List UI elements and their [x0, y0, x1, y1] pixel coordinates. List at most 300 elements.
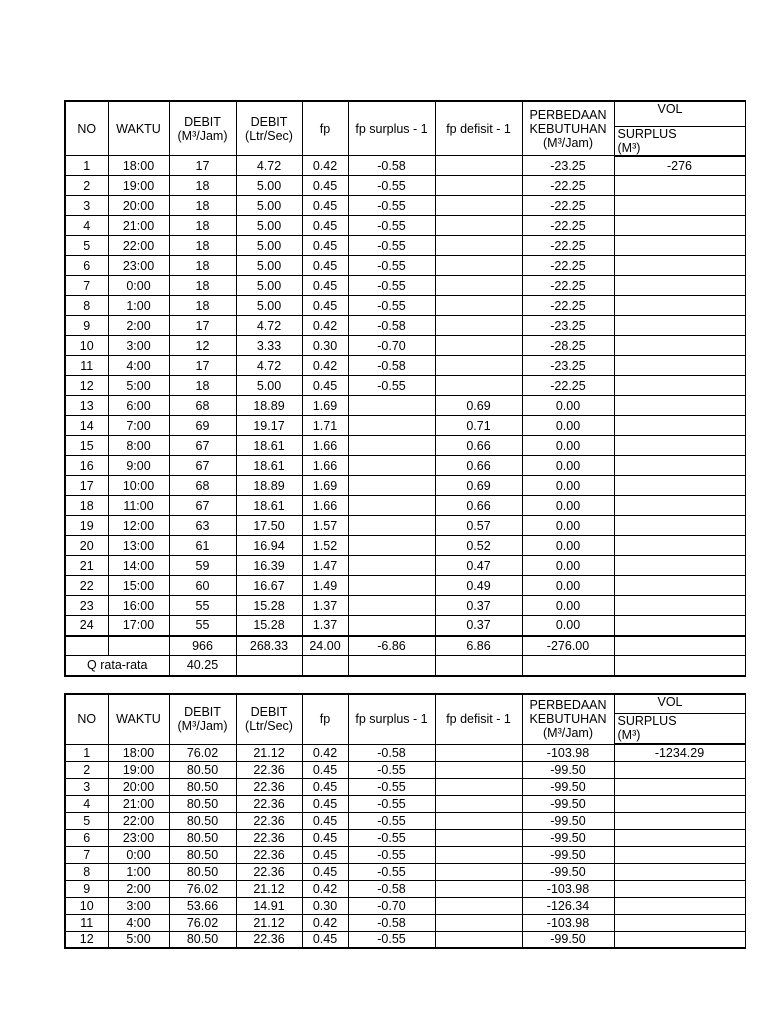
cell-debit-ltr: 19.17	[236, 416, 302, 436]
cell-fp-defisit	[435, 829, 522, 846]
cell-fp-defisit	[435, 744, 522, 761]
cell-perbedaan: 0.00	[522, 616, 614, 636]
cell-fp: 0.42	[302, 744, 348, 761]
cell-fp-defisit: 0.66	[435, 436, 522, 456]
cell-debit-m3: 67	[169, 436, 236, 456]
cell-debit-m3: 80.50	[169, 812, 236, 829]
cell-no: 2	[65, 761, 108, 778]
cell-debit-ltr: 22.36	[236, 812, 302, 829]
table-row	[65, 931, 745, 948]
cell-fp-surplus	[348, 436, 435, 456]
cell-waktu: 14:00	[108, 556, 169, 576]
cell-fp: 1.49	[302, 576, 348, 596]
total-fp-defisit: 6.86	[435, 636, 522, 656]
cell-waktu: 15:00	[108, 576, 169, 596]
cell-surplus	[614, 436, 745, 456]
cell-surplus	[614, 456, 745, 476]
cell-fp: 1.57	[302, 516, 348, 536]
total-perbedaan: -276.00	[522, 636, 614, 656]
cell-debit-ltr: 16.39	[236, 556, 302, 576]
cell-fp-surplus	[348, 536, 435, 556]
cell-no: 6	[65, 256, 108, 276]
header-perbedaan-kebutuhan: PERBEDAAN KEBUTUHAN (M³/Jam)	[522, 694, 614, 744]
cell-debit-m3: 80.50	[169, 795, 236, 812]
cell-surplus	[614, 795, 745, 812]
cell-debit-m3: 60	[169, 576, 236, 596]
cell-surplus	[614, 846, 745, 863]
cell-surplus	[614, 176, 745, 196]
cell-surplus	[614, 536, 745, 556]
cell-surplus	[614, 880, 745, 897]
cell-fp-defisit	[435, 376, 522, 396]
cell-fp-defisit: 0.37	[435, 596, 522, 616]
cell-waktu: 3:00	[108, 336, 169, 356]
cell-surplus	[614, 596, 745, 616]
cell-debit-ltr: 5.00	[236, 196, 302, 216]
header-surplus: SURPLUS (M³)	[614, 713, 745, 744]
table	[64, 100, 746, 677]
header-no: NO	[65, 101, 108, 156]
cell-debit-m3: 67	[169, 496, 236, 516]
cell-waktu: 0:00	[108, 846, 169, 863]
cell-perbedaan: 0.00	[522, 596, 614, 616]
cell-no: 7	[65, 276, 108, 296]
cell-fp-surplus	[348, 396, 435, 416]
cell-no: 16	[65, 456, 108, 476]
cell-perbedaan: -22.25	[522, 376, 614, 396]
cell-fp: 0.45	[302, 812, 348, 829]
cell-waktu: 4:00	[108, 914, 169, 931]
cell-debit-m3: 17	[169, 316, 236, 336]
cell-debit-ltr: 5.00	[236, 176, 302, 196]
cell-fp: 0.45	[302, 256, 348, 276]
table-row	[65, 176, 745, 196]
cell-no: 14	[65, 416, 108, 436]
table-row	[65, 236, 745, 256]
table-row	[65, 316, 745, 336]
cell-debit-ltr: 16.67	[236, 576, 302, 596]
cell-waktu: 6:00	[108, 396, 169, 416]
cell-fp-surplus: -0.55	[348, 931, 435, 948]
cell-waktu: 1:00	[108, 296, 169, 316]
cell-no: 4	[65, 795, 108, 812]
cell-fp-defisit	[435, 914, 522, 931]
table-row	[65, 795, 745, 812]
cell-fp-surplus: -0.58	[348, 316, 435, 336]
cell-debit-m3: 61	[169, 536, 236, 556]
cell-fp-defisit	[435, 931, 522, 948]
cell-fp-surplus: -0.70	[348, 897, 435, 914]
table-row	[65, 516, 745, 536]
cell-fp-defisit	[435, 296, 522, 316]
cell-fp-surplus	[348, 496, 435, 516]
cell-no: 1	[65, 156, 108, 176]
table-row	[65, 812, 745, 829]
totals-row	[65, 636, 745, 656]
cell-debit-ltr: 22.36	[236, 931, 302, 948]
cell-fp: 0.45	[302, 761, 348, 778]
table-row	[65, 616, 745, 636]
cell-fp: 0.45	[302, 176, 348, 196]
average-empty-debit-ltr	[236, 656, 302, 676]
cell-fp-defisit	[435, 863, 522, 880]
cell-fp: 0.45	[302, 863, 348, 880]
cell-surplus	[614, 416, 745, 436]
cell-fp-surplus: -0.55	[348, 296, 435, 316]
cell-debit-ltr: 15.28	[236, 596, 302, 616]
cell-fp: 0.45	[302, 296, 348, 316]
cell-fp: 0.45	[302, 196, 348, 216]
cell-perbedaan: -99.50	[522, 863, 614, 880]
cell-perbedaan: 0.00	[522, 536, 614, 556]
table-row	[65, 744, 745, 761]
cell-debit-m3: 59	[169, 556, 236, 576]
cell-fp-defisit	[435, 795, 522, 812]
cell-fp-surplus: -0.58	[348, 356, 435, 376]
table-row	[65, 829, 745, 846]
cell-fp-defisit	[435, 880, 522, 897]
cell-no: 10	[65, 897, 108, 914]
cell-fp-surplus: -0.58	[348, 744, 435, 761]
average-label: Q rata-rata	[65, 656, 169, 676]
cell-fp-defisit: 0.71	[435, 416, 522, 436]
cell-debit-m3: 80.50	[169, 846, 236, 863]
cell-perbedaan: 0.00	[522, 496, 614, 516]
cell-fp-surplus: -0.55	[348, 863, 435, 880]
cell-fp-surplus: -0.55	[348, 812, 435, 829]
cell-surplus	[614, 576, 745, 596]
table-row	[65, 396, 745, 416]
header-waktu: WAKTU	[108, 101, 169, 156]
cell-perbedaan: -22.25	[522, 236, 614, 256]
cell-perbedaan: -99.50	[522, 829, 614, 846]
cell-fp: 1.69	[302, 476, 348, 496]
average-empty-fp	[302, 656, 348, 676]
cell-waktu: 10:00	[108, 476, 169, 496]
cell-fp-defisit	[435, 276, 522, 296]
cell-debit-ltr: 4.72	[236, 316, 302, 336]
cell-debit-ltr: 5.00	[236, 236, 302, 256]
cell-perbedaan: -22.25	[522, 276, 614, 296]
table-row	[65, 456, 745, 476]
cell-surplus: -1234.29	[614, 744, 745, 761]
cell-no: 9	[65, 316, 108, 336]
cell-no: 13	[65, 396, 108, 416]
cell-fp: 1.66	[302, 436, 348, 456]
cell-fp-defisit	[435, 761, 522, 778]
cell-fp-defisit: 0.49	[435, 576, 522, 596]
cell-surplus	[614, 863, 745, 880]
cell-fp-defisit: 0.47	[435, 556, 522, 576]
table-row	[65, 196, 745, 216]
cell-fp-defisit	[435, 216, 522, 236]
table-row	[65, 376, 745, 396]
cell-no: 24	[65, 616, 108, 636]
cell-fp-defisit	[435, 897, 522, 914]
cell-fp: 0.45	[302, 931, 348, 948]
total-debit-ltr: 268.33	[236, 636, 302, 656]
table-row	[65, 846, 745, 863]
cell-fp-surplus: -0.58	[348, 914, 435, 931]
cell-debit-ltr: 5.00	[236, 296, 302, 316]
cell-fp: 0.42	[302, 356, 348, 376]
cell-fp-defisit	[435, 196, 522, 216]
cell-debit-ltr: 21.12	[236, 880, 302, 897]
cell-surplus	[614, 396, 745, 416]
header-debit-m3: DEBIT (M³/Jam)	[169, 101, 236, 156]
cell-surplus	[614, 616, 745, 636]
table-row	[65, 897, 745, 914]
cell-debit-ltr: 5.00	[236, 376, 302, 396]
cell-perbedaan: -103.98	[522, 880, 614, 897]
cell-waktu: 21:00	[108, 795, 169, 812]
cell-perbedaan: -23.25	[522, 156, 614, 176]
cell-no: 2	[65, 176, 108, 196]
table-row	[65, 761, 745, 778]
average-empty-perbedaan	[522, 656, 614, 676]
cell-fp: 0.45	[302, 778, 348, 795]
cell-fp-surplus	[348, 596, 435, 616]
cell-fp-surplus: -0.55	[348, 196, 435, 216]
cell-no: 1	[65, 744, 108, 761]
cell-debit-ltr: 5.00	[236, 276, 302, 296]
cell-surplus	[614, 356, 745, 376]
cell-fp-surplus	[348, 616, 435, 636]
cell-debit-m3: 80.50	[169, 829, 236, 846]
table-row	[65, 880, 745, 897]
cell-perbedaan: 0.00	[522, 556, 614, 576]
cell-perbedaan: -126.34	[522, 897, 614, 914]
cell-no: 11	[65, 356, 108, 376]
cell-waktu: 23:00	[108, 829, 169, 846]
cell-fp: 1.52	[302, 536, 348, 556]
cell-surplus	[614, 914, 745, 931]
cell-surplus	[614, 761, 745, 778]
cell-debit-m3: 69	[169, 416, 236, 436]
cell-fp: 0.45	[302, 216, 348, 236]
header-fp: fp	[302, 694, 348, 744]
cell-surplus	[614, 516, 745, 536]
cell-debit-ltr: 5.00	[236, 216, 302, 236]
cell-fp-defisit	[435, 846, 522, 863]
cell-debit-ltr: 14.91	[236, 897, 302, 914]
cell-debit-m3: 80.50	[169, 761, 236, 778]
cell-fp-surplus: -0.55	[348, 256, 435, 276]
cell-no: 19	[65, 516, 108, 536]
cell-fp-defisit	[435, 336, 522, 356]
cell-debit-m3: 18	[169, 196, 236, 216]
cell-waktu: 21:00	[108, 216, 169, 236]
table-row	[65, 156, 745, 176]
cell-fp: 0.45	[302, 846, 348, 863]
cell-perbedaan: 0.00	[522, 396, 614, 416]
cell-no: 7	[65, 846, 108, 863]
cell-waktu: 0:00	[108, 276, 169, 296]
cell-no: 3	[65, 778, 108, 795]
total-debit-m3: 966	[169, 636, 236, 656]
cell-surplus	[614, 897, 745, 914]
cell-debit-ltr: 18.89	[236, 476, 302, 496]
cell-fp: 0.45	[302, 795, 348, 812]
cell-debit-m3: 63	[169, 516, 236, 536]
cell-fp-defisit	[435, 316, 522, 336]
cell-no: 12	[65, 376, 108, 396]
cell-debit-m3: 76.02	[169, 880, 236, 897]
cell-perbedaan: -103.98	[522, 914, 614, 931]
average-value: 40.25	[169, 656, 236, 676]
cell-perbedaan: 0.00	[522, 456, 614, 476]
cell-fp: 0.42	[302, 914, 348, 931]
cell-debit-m3: 18	[169, 296, 236, 316]
cell-debit-m3: 18	[169, 376, 236, 396]
cell-perbedaan: -22.25	[522, 196, 614, 216]
cell-fp: 0.45	[302, 236, 348, 256]
cell-perbedaan: 0.00	[522, 416, 614, 436]
cell-surplus	[614, 196, 745, 216]
header-debit-ltr: DEBIT (Ltr/Sec)	[236, 101, 302, 156]
cell-fp-surplus	[348, 476, 435, 496]
cell-fp-surplus	[348, 576, 435, 596]
table-row	[65, 556, 745, 576]
cell-surplus	[614, 336, 745, 356]
header-vol: VOL	[614, 101, 745, 126]
cell-surplus	[614, 829, 745, 846]
cell-surplus	[614, 476, 745, 496]
cell-fp-surplus: -0.70	[348, 336, 435, 356]
cell-fp-surplus: -0.55	[348, 216, 435, 236]
cell-fp: 0.42	[302, 316, 348, 336]
cell-debit-ltr: 4.72	[236, 356, 302, 376]
cell-debit-m3: 80.50	[169, 778, 236, 795]
total-fp: 24.00	[302, 636, 348, 656]
cell-fp-defisit: 0.69	[435, 476, 522, 496]
cell-fp-surplus: -0.55	[348, 829, 435, 846]
cell-perbedaan: -22.25	[522, 216, 614, 236]
total-fp-surplus: -6.86	[348, 636, 435, 656]
header-fp: fp	[302, 101, 348, 156]
cell-perbedaan: -99.50	[522, 761, 614, 778]
cell-waktu: 20:00	[108, 196, 169, 216]
cell-waktu: 7:00	[108, 416, 169, 436]
header-fp-surplus: fp surplus - 1	[348, 694, 435, 744]
cell-perbedaan: 0.00	[522, 436, 614, 456]
cell-debit-ltr: 3.33	[236, 336, 302, 356]
cell-perbedaan: -22.25	[522, 176, 614, 196]
cell-no: 17	[65, 476, 108, 496]
table-row	[65, 536, 745, 556]
cell-no: 5	[65, 812, 108, 829]
cell-no: 5	[65, 236, 108, 256]
cell-debit-m3: 18	[169, 256, 236, 276]
cell-fp-defisit	[435, 356, 522, 376]
table-header	[65, 101, 745, 156]
cell-surplus	[614, 276, 745, 296]
cell-waktu: 1:00	[108, 863, 169, 880]
cell-fp: 1.66	[302, 456, 348, 476]
cell-debit-ltr: 18.61	[236, 496, 302, 516]
cell-no: 20	[65, 536, 108, 556]
cell-no: 6	[65, 829, 108, 846]
cell-perbedaan: -99.50	[522, 846, 614, 863]
cell-debit-ltr: 22.36	[236, 829, 302, 846]
cell-fp: 0.45	[302, 376, 348, 396]
header-debit-m3: DEBIT (M³/Jam)	[169, 694, 236, 744]
cell-debit-m3: 68	[169, 396, 236, 416]
cell-debit-ltr: 22.36	[236, 778, 302, 795]
cell-no: 4	[65, 216, 108, 236]
cell-fp-defisit	[435, 236, 522, 256]
cell-fp-surplus: -0.58	[348, 156, 435, 176]
cell-debit-ltr: 22.36	[236, 761, 302, 778]
cell-debit-ltr: 21.12	[236, 744, 302, 761]
cell-fp-surplus: -0.55	[348, 778, 435, 795]
cell-waktu: 16:00	[108, 596, 169, 616]
cell-debit-ltr: 18.89	[236, 396, 302, 416]
cell-fp-defisit: 0.57	[435, 516, 522, 536]
cell-surplus	[614, 496, 745, 516]
table-row	[65, 778, 745, 795]
cell-fp: 0.45	[302, 829, 348, 846]
cell-fp: 0.42	[302, 880, 348, 897]
cell-no: 18	[65, 496, 108, 516]
total-waktu	[108, 636, 169, 656]
table-row	[65, 356, 745, 376]
table-row	[65, 296, 745, 316]
cell-surplus	[614, 376, 745, 396]
cell-debit-ltr: 16.94	[236, 536, 302, 556]
cell-surplus	[614, 931, 745, 948]
table-row	[65, 476, 745, 496]
table-row	[65, 256, 745, 276]
cell-waktu: 5:00	[108, 931, 169, 948]
average-empty-fp-defisit	[435, 656, 522, 676]
cell-surplus	[614, 812, 745, 829]
table-header	[65, 694, 745, 744]
debit-table-1	[64, 100, 693, 677]
cell-surplus	[614, 556, 745, 576]
cell-no: 15	[65, 436, 108, 456]
cell-debit-ltr: 4.72	[236, 156, 302, 176]
header-no: NO	[65, 694, 108, 744]
cell-waktu: 19:00	[108, 761, 169, 778]
cell-fp-defisit	[435, 778, 522, 795]
cell-fp-defisit: 0.66	[435, 496, 522, 516]
cell-perbedaan: 0.00	[522, 476, 614, 496]
cell-no: 21	[65, 556, 108, 576]
cell-debit-ltr: 17.50	[236, 516, 302, 536]
cell-perbedaan: -28.25	[522, 336, 614, 356]
cell-fp: 1.71	[302, 416, 348, 436]
cell-debit-m3: 76.02	[169, 744, 236, 761]
cell-no: 8	[65, 296, 108, 316]
cell-fp-surplus: -0.55	[348, 761, 435, 778]
table-row	[65, 276, 745, 296]
cell-surplus	[614, 316, 745, 336]
cell-fp-defisit: 0.66	[435, 456, 522, 476]
cell-fp-surplus: -0.55	[348, 236, 435, 256]
cell-fp-surplus	[348, 456, 435, 476]
cell-perbedaan: -103.98	[522, 744, 614, 761]
cell-debit-m3: 18	[169, 216, 236, 236]
cell-no: 22	[65, 576, 108, 596]
cell-fp-surplus	[348, 516, 435, 536]
cell-fp-surplus: -0.58	[348, 880, 435, 897]
cell-surplus: -276	[614, 156, 745, 176]
cell-no: 8	[65, 863, 108, 880]
cell-fp: 0.45	[302, 276, 348, 296]
cell-waktu: 2:00	[108, 316, 169, 336]
cell-waktu: 23:00	[108, 256, 169, 276]
